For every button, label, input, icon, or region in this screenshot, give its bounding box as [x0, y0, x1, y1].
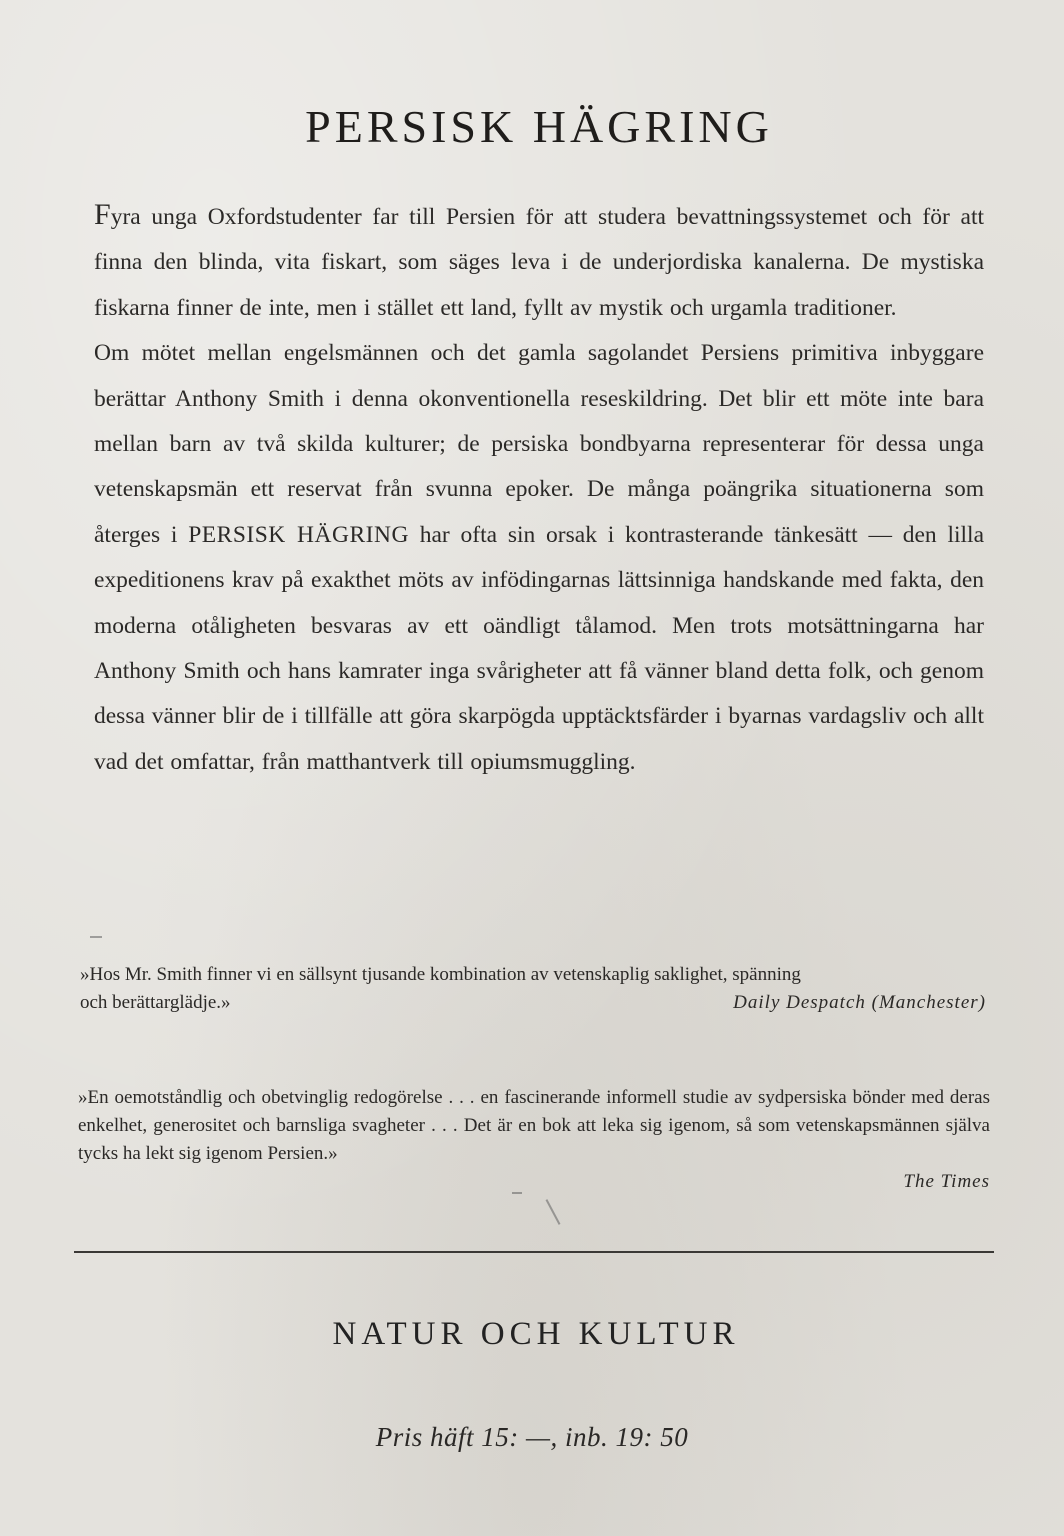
paragraph-1-text: yra unga Oxfordstudenter far till Persien för att studera bevattningssystemet och för att finna den blinda, vita fiskart, som säges leva i de underjordiska kanalerna. De mystiska fiskarna finner de inte, men i stället ett land, fyllt av mystik och urgamla traditioner. [94, 204, 984, 321]
review-quote-2 [78, 1084, 990, 1196]
paper-mark [546, 1199, 561, 1225]
quote-2-text: »En oemotståndlig och obetvinglig redogörelse . . . en fascinerande informell studie av sydpersiska bönder med deras enkelhet, generositet och barnsliga svagheter . . . Det är en bok att leka sig igenom, så som vetenskapsmännen själva tycks ha lekt sig igenom Persien.» [78, 1087, 990, 1164]
paragraph-2-text-end: har ofta sin orsak i kontrasterande tänkesätt — den lilla expeditionens krav på exakthet möts av infödingarnas lättsinniga handskande med fakta, den moderna otåligheten besvaras av ett oändligt tålamod. Men trots motsättningarna har Anthony Smith och hans kamrater inga svårigheter att få vänner bland detta folk, och genom dessa vänner blir de i tillfälle att göra skarpögda upptäcktsfärder i byarnas vardagsliv och allt vad det omfattar, från matthantverk till opiumsmuggling. [94, 521, 985, 775]
quote-1-line-2: och berättarglädje.» [80, 992, 231, 1013]
publisher-name: NATUR OCH KULTUR [332, 1316, 740, 1352]
drop-cap: F [94, 198, 111, 231]
description-paragraph-2 [94, 331, 984, 785]
book-title: PERSISK HÄGRING [305, 101, 773, 152]
inline-book-title: PERSISK HÄGRING [188, 521, 409, 548]
quote-1-last-line [80, 989, 986, 1017]
book-description [94, 192, 984, 785]
paper-mark [90, 936, 102, 938]
paragraph-2-text-start: Om mötet mellan engelsmännen och det gamla sagolandet Persiens primitiva inbyggare berättar Anthony Smith i denna okonventionella reseskildring. Det blir ett möte inte bara mellan barn av två skilda kulturer; de persiska bondbyarna representerar för dessa unga vetenskapsmän ett reservat från svunna epoker. De många poängrika situationerna som återges i [94, 340, 984, 548]
horizontal-divider [74, 1251, 994, 1253]
price-line: Pris häft 15: —, inb. 19: 50 [375, 1422, 689, 1452]
paper-mark [512, 1192, 522, 1194]
quote-1-line-1: »Hos Mr. Smith finner vi en sällsynt tjusande kombination av vetenskaplig saklighet, spänning [80, 964, 801, 985]
description-paragraph-1 [94, 192, 984, 331]
review-quote-1 [80, 961, 986, 1017]
quote-1-source: Daily Despatch (Manchester) [733, 992, 986, 1013]
quote-2-source: The Times [903, 1171, 990, 1192]
